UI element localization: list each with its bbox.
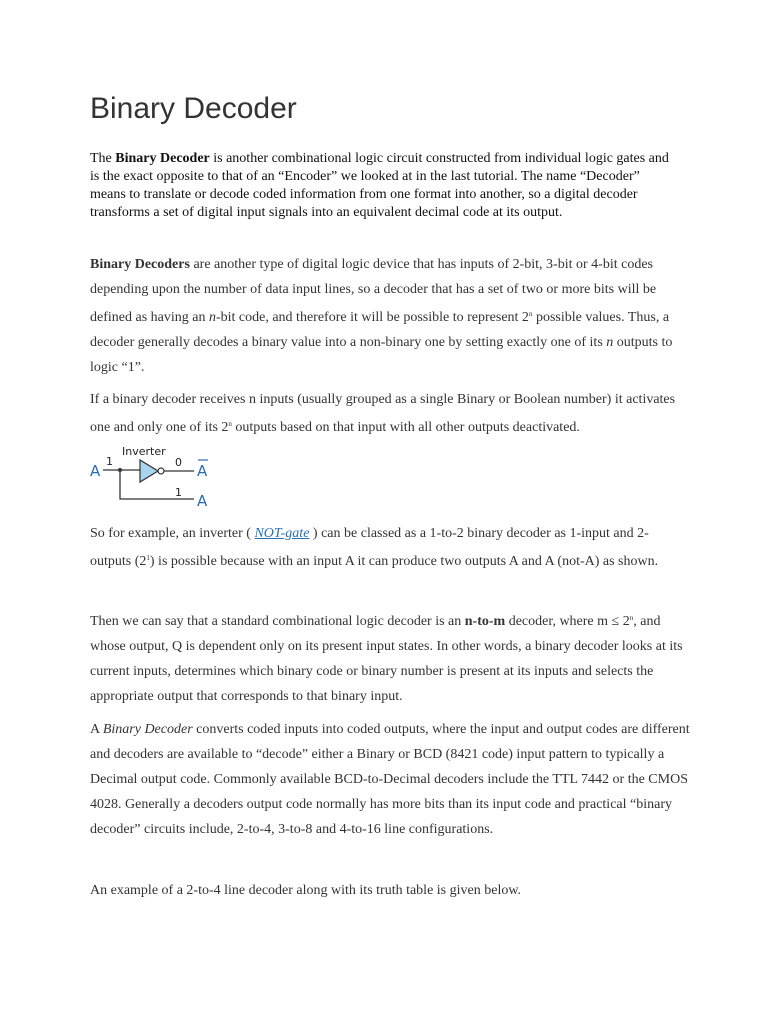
italic-variable: n bbox=[606, 335, 614, 350]
bottom-output-wire bbox=[120, 470, 194, 499]
intro-paragraph bbox=[90, 150, 670, 222]
bottom-output-value: 1 bbox=[175, 486, 182, 499]
decoder-description-paragraph bbox=[90, 252, 690, 380]
n-to-m-paragraph bbox=[90, 606, 690, 709]
math-expression: m ≤ 2 bbox=[597, 614, 630, 629]
text-run: Then we can say that a standard combinational logic decoder is an bbox=[90, 614, 465, 629]
text-run: -bit code, and therefore it will be possible to represent 2 bbox=[215, 310, 529, 325]
input-label: A bbox=[90, 462, 101, 480]
bold-term: Binary Decoders bbox=[90, 257, 190, 272]
inversion-bubble bbox=[158, 468, 164, 474]
text-run: If a binary decoder receives bbox=[90, 392, 249, 407]
variable: n bbox=[248, 392, 256, 407]
italic-variable: n bbox=[208, 310, 216, 325]
example-intro-paragraph bbox=[90, 878, 690, 903]
gate-label: Inverter bbox=[122, 445, 166, 458]
text-run: A bbox=[90, 722, 103, 737]
text-run: outputs based on that input with all other outputs deactivated. bbox=[231, 420, 580, 435]
text-run: ) can be classed as a 1-to-2 binary decoder as 1-input and 2-outputs (2 bbox=[90, 526, 649, 569]
text-run: are another type of digital logic device that has inputs of 2-bit, 3-bit or 4-bit codes depending upon the number of data input lines, so a decoder that has a set of two or more bits will be defined as having an bbox=[90, 257, 657, 325]
not-gate-icon bbox=[140, 460, 158, 482]
text-run: converts coded inputs into coded outputs, where the input and output codes are different and decoders are available to “decode” either a Binary or BCD (8421 code) input pattern to typically a Decimal output code. Commonly available BCD-to-Decimal decoders include the TTL 7442 or the CMOS 4028. Generally a decoders output code normally has more bits than its input code and practical “binary decoder” circuits include, 2-to-4, 3-to-8 and 4-to-16 line configurations. bbox=[90, 722, 690, 837]
text-run: is another combinational logic circuit constructed from individual logic gates and is the exact opposite to that of an “Encoder” we looked at in the last tutorial. The name “Decoder” means to translate or decode coded information from one format into another, so a digital decoder transforms a set of digital input signals into an equivalent decimal code at its output. bbox=[90, 151, 669, 220]
text-run: The bbox=[90, 151, 116, 166]
inverter-example-paragraph bbox=[90, 521, 690, 574]
binary-decoder-paragraph bbox=[90, 717, 690, 842]
bottom-output-label: A bbox=[197, 492, 208, 510]
bold-term: Binary Decoder bbox=[115, 151, 210, 166]
text-run: An example of a 2-to-4 line decoder along with its truth table is given below. bbox=[90, 883, 522, 898]
text-run: ) is possible because with an input A it can produce two outputs A and A (not-A) as shown. bbox=[149, 554, 659, 569]
page-title: Binary Decoder bbox=[90, 92, 297, 125]
text-run: outputs to logic “1”. bbox=[90, 335, 673, 375]
italic-term: Binary Decoder bbox=[102, 722, 193, 737]
text-run: , and whose output, Q is dependent only on its present input states. In other words, a binary decoder looks at its current inputs, determines which binary code or binary number is present at its inputs and selects the appropriate output that corresponds to that binary input. bbox=[90, 614, 683, 704]
input-value: 1 bbox=[106, 455, 113, 468]
top-output-label: A bbox=[197, 462, 208, 480]
inverter-diagram bbox=[88, 444, 228, 510]
superscript: n bbox=[228, 420, 232, 428]
superscript: n bbox=[528, 310, 533, 318]
activation-paragraph bbox=[90, 387, 690, 440]
not-gate-link[interactable]: NOT-gate bbox=[254, 526, 310, 541]
text-run: So for example, an inverter ( bbox=[90, 526, 255, 541]
superscript: 1 bbox=[146, 554, 150, 562]
bold-term: n-to-m bbox=[464, 614, 506, 629]
text-run: possible values. Thus, a decoder generally decodes a binary value into a non-binary one by setting exactly one of its bbox=[90, 310, 670, 350]
top-output-value: 0 bbox=[175, 456, 182, 469]
text-run: decoder, where bbox=[505, 614, 598, 629]
superscript: n bbox=[629, 614, 634, 622]
text-run: inputs (usually grouped as a single Binary or Boolean number) it activates one and only one of its 2 bbox=[90, 392, 676, 435]
